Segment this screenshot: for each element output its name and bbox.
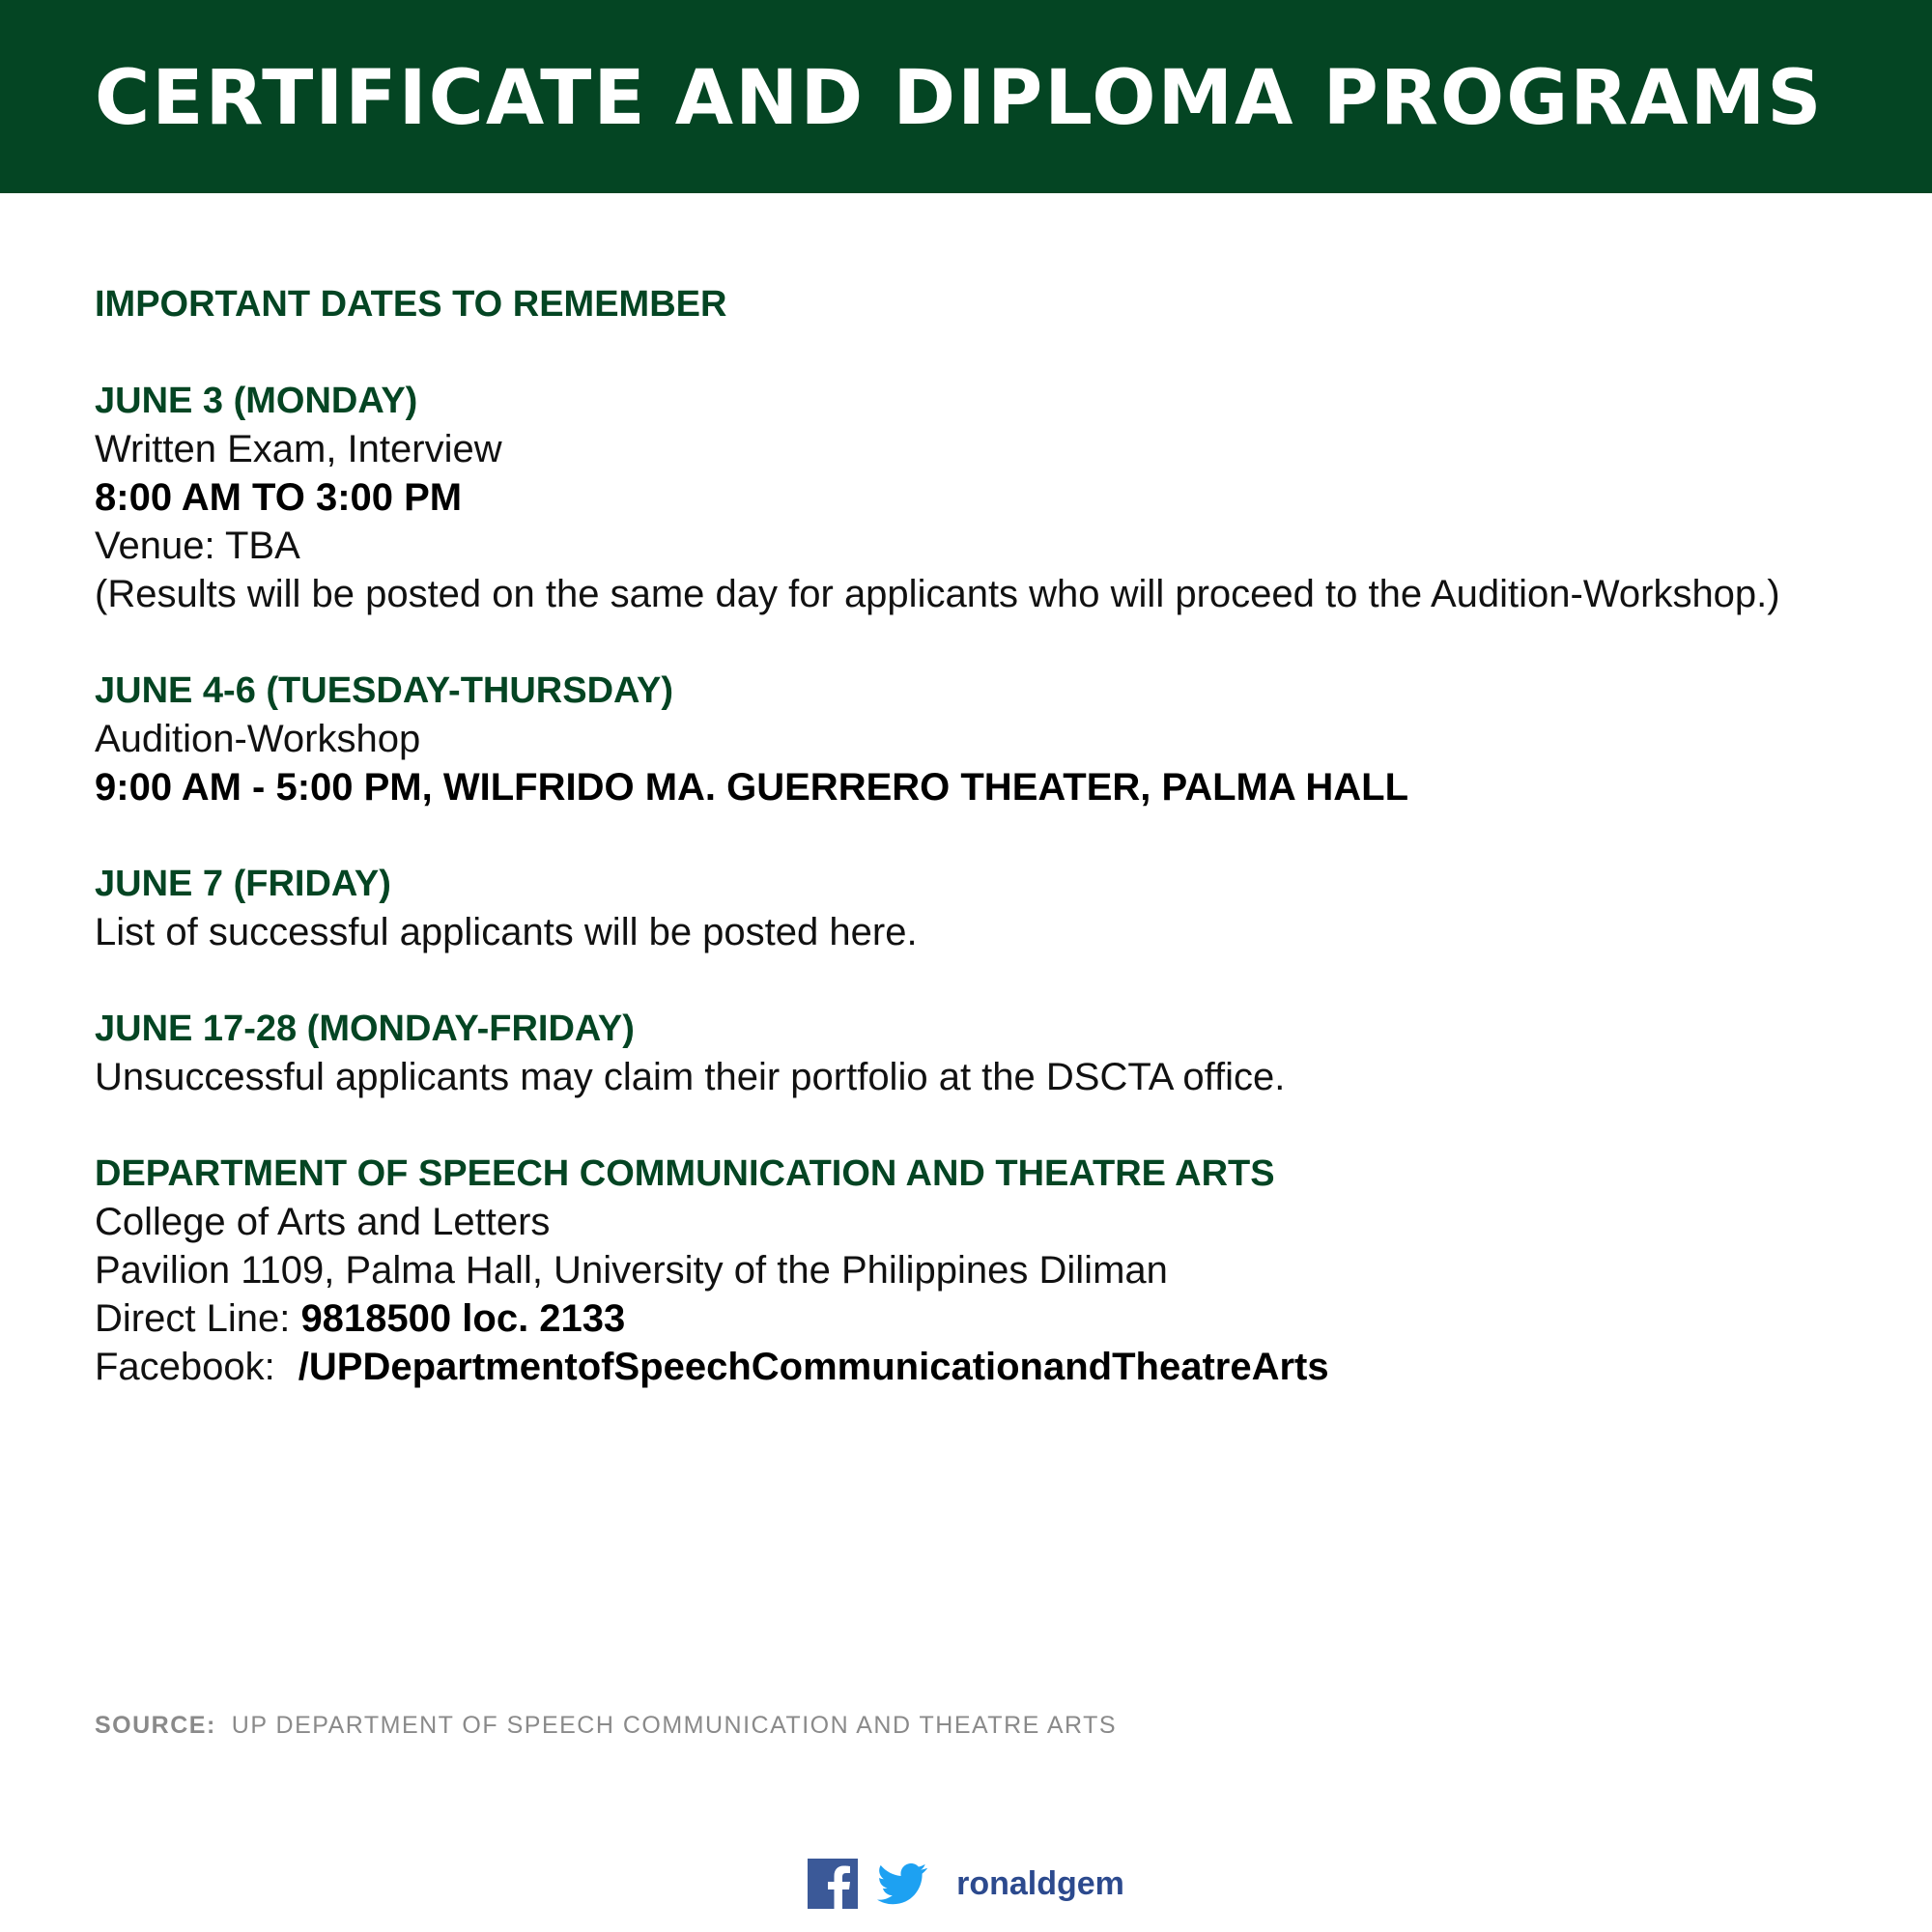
event-activity: Audition-Workshop: [95, 718, 421, 760]
header-banner: [0, 0, 1932, 193]
event-june-3: [95, 377, 1853, 618]
event-venue: Venue: TBA: [95, 525, 300, 567]
department-name: DEPARTMENT OF SPEECH COMMUNICATION AND THEATRE ARTS: [95, 1153, 1275, 1194]
department-info: [95, 1150, 1853, 1391]
event-date: JUNE 7 (FRIDAY): [95, 864, 391, 904]
source-text: UP DEPARTMENT OF SPEECH COMMUNICATION AND THEATRE ARTS: [231, 1712, 1118, 1739]
social-footer: [0, 1857, 1932, 1911]
important-dates-heading: IMPORTANT DATES TO REMEMBER: [95, 284, 727, 325]
direct-line-value: 9818500 loc. 2133: [300, 1297, 626, 1340]
event-date: JUNE 17-28 (MONDAY-FRIDAY): [95, 1009, 635, 1049]
source-note: [95, 1710, 1117, 1741]
social-handle[interactable]: ronaldgem: [956, 1864, 1124, 1902]
facebook-label: Facebook:: [95, 1346, 275, 1388]
facebook-line: [95, 1343, 1853, 1391]
content: [95, 280, 1853, 1439]
event-activity: Unsuccessful applicants may claim their portfolio at the DSCTA office.: [95, 1056, 1286, 1098]
department-college: College of Arts and Letters: [95, 1201, 551, 1243]
department-address: Pavilion 1109, Palma Hall, University of the Philippines Diliman: [95, 1249, 1168, 1292]
page-title: CERTIFICATE AND DIPLOMA PROGRAMS: [95, 55, 1824, 142]
twitter-icon[interactable]: [877, 1859, 927, 1909]
event-activity: List of successful applicants will be posted here.: [95, 911, 918, 953]
event-june-4-6: [95, 667, 1853, 811]
event-time: 8:00 AM TO 3:00 PM: [95, 476, 463, 519]
event-june-7: [95, 860, 1853, 956]
facebook-icon[interactable]: [808, 1859, 858, 1909]
event-date: JUNE 3 (MONDAY): [95, 381, 418, 421]
facebook-value: /UPDepartmentofSpeechCommunicationandTheatreArts: [298, 1346, 1329, 1388]
event-note: (Results will be posted on the same day for applicants who will proceed to the Audition-Workshop.): [95, 573, 1780, 615]
event-date: JUNE 4-6 (TUESDAY-THURSDAY): [95, 670, 673, 711]
event-june-17-28: [95, 1005, 1853, 1101]
direct-line: [95, 1294, 1853, 1343]
event-activity: Written Exam, Interview: [95, 428, 502, 470]
event-time-venue: 9:00 AM - 5:00 PM, WILFRIDO MA. GUERRERO THEATER, PALMA HALL: [95, 766, 1409, 809]
direct-line-label: Direct Line:: [95, 1297, 291, 1340]
source-label: SOURCE:: [95, 1712, 216, 1739]
